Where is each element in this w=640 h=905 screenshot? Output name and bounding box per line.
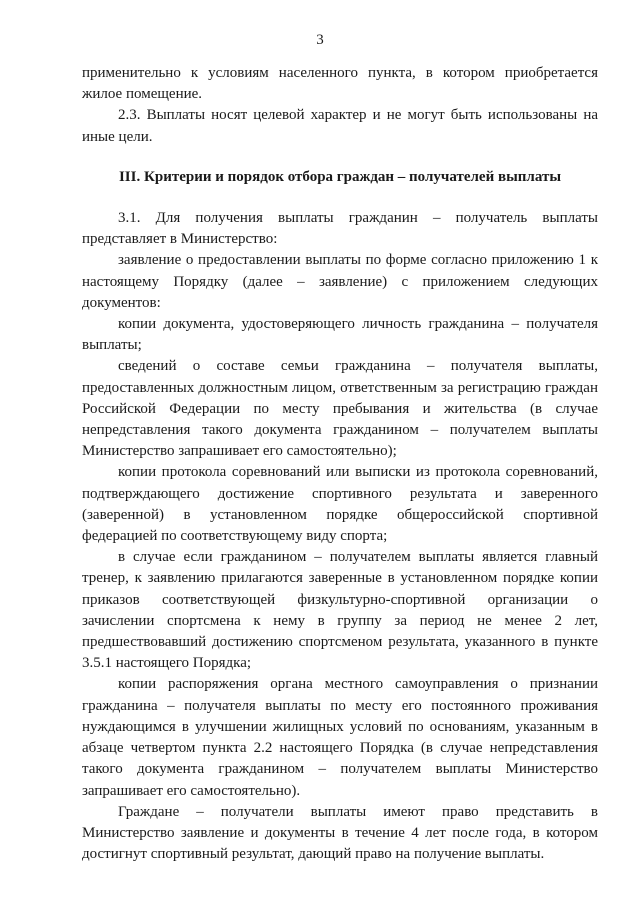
document-body (82, 63, 598, 865)
paragraph-municipal-order: копии распоряжения органа местного самоуправления о признании гражданина – получателя выплаты по месту его постоянного проживания нуждающимся в улучшении жилищных условий по основаниям, указанным в абзаце четвертом пункта 2.2 настоящего Порядка (в случае непредставления такого документа гражданином – получателем выплаты Министерство запрашивает его самостоятельно). (82, 676, 598, 799)
paragraph-application: заявление о предоставлении выплаты по форме согласно приложению 1 к настоящему Порядку (далее – заявление) с приложением следующих документов: (82, 252, 598, 311)
paragraph-head-coach: в случае если гражданином – получателем выплаты является главный тренер, к заявлению прилагаются заверенные в установленном порядке копии приказов соответствующей физкультурно-спортивной организации о зачислении спортсмена к нему в группу за период не менее 2 лет, предшествовавший достижению спортсменом результата, указанного в пункте 3.5.1 настоящего Порядка; (82, 549, 598, 672)
paragraph-deadline: Граждане – получатели выплаты имеют право представить в Министерство заявление и документы в течение 4 лет после года, в котором достигнут спортивный результат, дающий право на получение выплаты. (82, 803, 598, 863)
paragraph-identity-copy: копии документа, удостоверяющего личность гражданина – получателя выплаты; (82, 316, 598, 354)
paragraph-3-1: 3.1. Для получения выплаты гражданин – получатель выплаты представляет в Министерство: (82, 210, 598, 248)
section-heading: III. Критерии и порядок отбора граждан – получателей выплаты (118, 168, 562, 185)
page-number: 3 (316, 32, 324, 48)
paragraph-protocol-copy: копии протокола соревнований или выписки из протокола соревнований, подтверждающего достижение спортивного результата и заверенного (заверенной) в установленном порядке общероссийской спортивной федерацией по соответствующему виду спорта; (82, 464, 598, 545)
paragraph-continuation: применительно к условиям населенного пункта, в котором приобретается жилое помещение. (82, 65, 598, 103)
paragraph-2-3: 2.3. Выплаты носят целевой характер и не могут быть использованы на иные цели. (82, 107, 598, 145)
paragraph-family-info: сведений о составе семьи гражданина – получателя выплаты, предоставленных должностным лицом, ответственным за регистрацию граждан Российской Федерации по месту пребывания и жительства (в случае непредставления такого документа гражданином – получателем выплаты Министерство запрашивает его самостоятельно); (82, 358, 598, 460)
